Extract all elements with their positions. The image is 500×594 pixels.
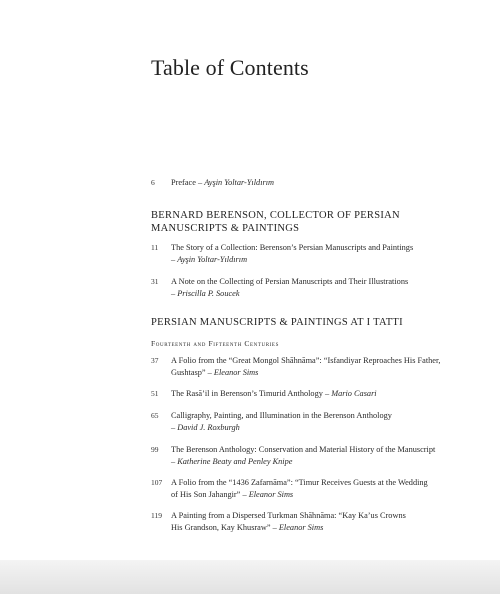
entry-author: Katherine Beaty and Penley Knipe (177, 457, 293, 466)
page-bottom-edge (0, 560, 500, 594)
page-number: 11 (151, 243, 159, 252)
entry-title: A Folio from the “Great Mongol Shāhnāma”: “Isfandiyar Reproaches His Father, (171, 356, 441, 365)
page-number: 6 (151, 178, 155, 187)
entry-title: The Rasā’il in Berenson’s Timurid Anthology (171, 389, 323, 398)
entry-title: Preface (171, 178, 196, 187)
entry-author: Priscilla P. Soucek (177, 289, 240, 298)
page-number: 51 (151, 389, 159, 398)
entry-author: Ayşin Yoltar-Yıldırım (177, 255, 248, 264)
subsection-heading: Fourteenth and Fifteenth Centuries (151, 339, 279, 348)
entry-title: Calligraphy, Painting, and Illumination in the Berenson Anthology (171, 411, 392, 420)
document-page: Table of Contents 6 Preface – Ayşin Yoltar-Yıldırım BERNARD BERENSON, COLLECTOR OF PERSIAN MANUSCRIPTS & PAINTINGS 11 The Story of a Collection: Berenson’s Persian Manuscripts and Paintings – Ayşin Yoltar-Yıldırım 31 A Note on the Collecting of Persian Manuscripts and Their Illustrations – Priscilla P. Soucek PERSIAN MANUSCRIPTS & PAINTINGS AT I TATTI Fourteenth and Fifteenth Centuries 37 A Folio from the “Great Mongol Shāhnāma”: “Isfandiyar Reproaches His Father, Gushtasp” – Eleanor Sims 51 The Rasā’il in Berenson’s Timurid Anthology – Mario Casari 65 Calligraphy, Painting, and Illumination in the Berenson Anthology – David J. Roxburgh 99 The Berenson Anthology: Conservation and Material History of the Manuscript – Katherine Beaty and Penley Knipe 107 A Folio from the “1436 Zafarnāma”: “Timur Receives Guests at the Wedding of His Son Jahangir” – Eleanor Sims 119 A Painting from a Dispersed Turkman Shāhnāma: “Kay Ka’us Crowns His Grandson, Kay Khusraw” – Eleanor Sims (0, 0, 500, 560)
page-number: 37 (151, 356, 159, 365)
page-number: 31 (151, 277, 159, 286)
entry-author: Eleanor Sims (248, 490, 294, 499)
entry-author: David J. Roxburgh (177, 423, 240, 432)
page-number: 99 (151, 445, 159, 454)
page-number: 65 (151, 411, 159, 420)
entry-author: Eleanor Sims (278, 523, 324, 532)
entry-title: The Berenson Anthology: Conservation and Material History of the Manuscript (171, 445, 436, 454)
section-heading: PERSIAN MANUSCRIPTS & PAINTINGS AT I TATTI (151, 317, 403, 328)
section-heading: BERNARD BERENSON, COLLECTOR OF PERSIAN MANUSCRIPTS & PAINTINGS (151, 210, 400, 234)
entry-title: A Painting from a Dispersed Turkman Shāhnāma: “Kay Ka’us Crowns (171, 511, 406, 520)
entry-title: The Story of a Collection: Berenson’s Persian Manuscripts and Paintings (171, 243, 414, 252)
entry-author: Eleanor Sims (213, 368, 259, 377)
entry-title: A Note on the Collecting of Persian Manuscripts and Their Illustrations (171, 277, 409, 286)
page-title: Table of Contents (151, 55, 309, 80)
entry-author: Ayşin Yoltar-Yıldırım (204, 178, 275, 187)
page-number: 107 (151, 478, 163, 487)
dash: – (197, 178, 203, 187)
entry-author: Mario Casari (331, 389, 377, 398)
page-number: 119 (151, 511, 162, 520)
entry-title: A Folio from the “1436 Zafarnāma”: “Timur Receives Guests at the Wedding (171, 478, 428, 487)
